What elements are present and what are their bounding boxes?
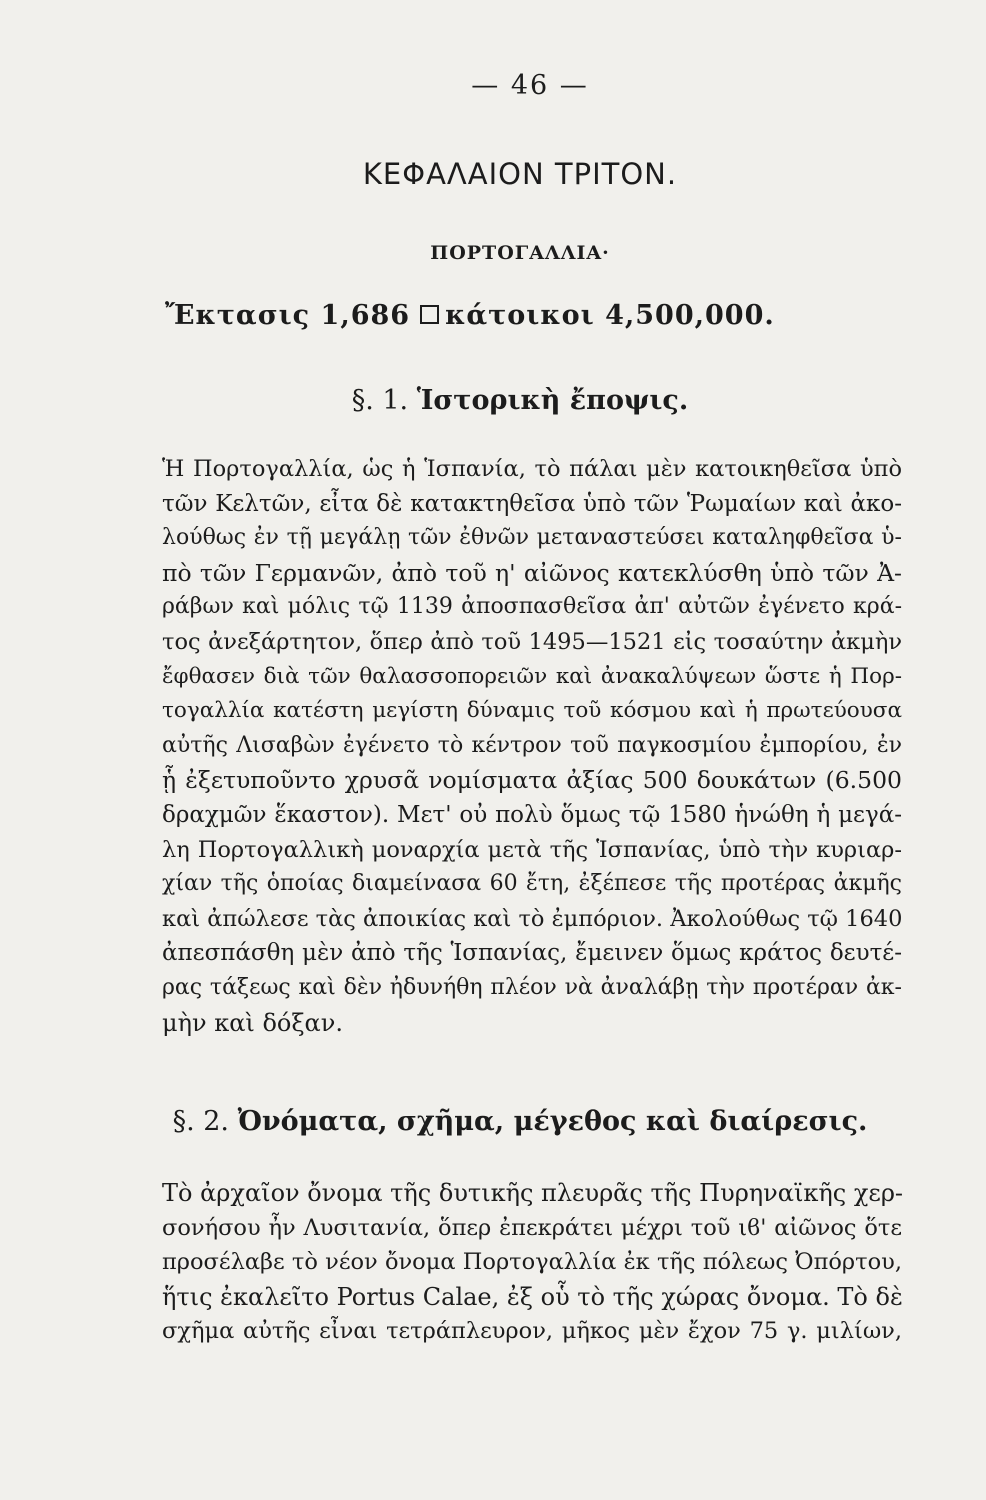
chapter-title: ΚΕΦΑΛΑΙΟΝ ΤΡΙΤΟΝ. [362, 157, 678, 191]
section-1-heading [0, 385, 986, 416]
text-line: μὴν καὶ δόξαν. [162, 1008, 343, 1037]
text-line: λη Πορτογαλλικὴ μοναρχία μετὰ τῆς Ἱσπανίας, ὑπὸ τὴν κυριαρ- [162, 836, 902, 863]
text-line: καὶ ἀπώλεσε τὰς ἀποικίας καὶ τὸ ἐμπόριον. Ἀκολούθως τῷ 1640 [162, 905, 903, 932]
square-miles-icon [420, 305, 439, 324]
text-line: αὐτῆς Λισαβὼν ἐγένετο τὸ κέντρον τοῦ παγκοσμίου ἐμπορίου, ἐν [162, 732, 902, 758]
text-line: Ἡ Πορτογαλλία, ὡς ἡ Ἱσπανία, τὸ πάλαι μὲν κατοικηθεῖσα ὑπὸ [162, 456, 902, 482]
text-line: ράβων καὶ μόλις τῷ 1139 ἀποσπασθεῖσα ἀπ' αὐτῶν ἐγένετο κρά- [162, 594, 902, 620]
paragraph-history [162, 452, 902, 1040]
text-line: ᾗ ἐξετυποῦντο χρυσᾶ νομίσματα ἀξίας 500 δουκάτων (6.500 [162, 766, 902, 795]
text-line: τῶν Κελτῶν, εἶτα δὲ κατακτηθεῖσα ὑπὸ τῶν Ῥωμαίων καὶ ἀκο- [162, 490, 902, 517]
text-line: λούθως ἐν τῇ μεγάλῃ τῶν ἐθνῶν μεταναστεύσει καταληφθεῖσα ὑ- [162, 525, 902, 551]
text-line: σονήσου ἦν Λυσιτανία, ὅπερ ἐπεκράτει μέχρι τοῦ ιϐ' αἰῶνος ὅτε [162, 1214, 902, 1241]
text-line: ἀπεσπάσθη μὲν ἀπὸ τῆς Ἱσπανίας, ἔμεινεν ὅμως κράτος δευτέ- [162, 940, 902, 967]
population-value: 4,500,000. [605, 300, 775, 331]
page-number: — 46 — [471, 70, 589, 101]
area-population-line [165, 300, 905, 331]
section-1-title: Ἱστορικὴ ἔποψις. [416, 385, 689, 416]
text-line: προσέλαβε τὸ νέον ὄνομα Πορτογαλλία ἐκ τῆς πόλεως Ὀπόρτου, [162, 1249, 902, 1276]
text-line: χίαν τῆς ὁποίας διαμείνασα 60 ἔτη, ἐξέπεσε τῆς προτέρας ἀκμῆς [162, 871, 902, 897]
text-line: τος ἀνεξάρτητον, ὅπερ ἀπὸ τοῦ 1495—1521 εἰς τοσαύτην ἀκμὴν [162, 628, 902, 655]
country-title: ΠΟΡΤΟΓΑΛΛΙΑ· [430, 242, 610, 264]
section-2-symbol: §. 2. [172, 1106, 229, 1137]
text-line: πὸ τῶν Γερμανῶν, ἀπὸ τοῦ η' αἰῶνος κατεκλύσθη ὑπὸ τῶν Ἀ- [162, 558, 902, 587]
text-line: ρας τάξεως καὶ δὲν ἠδυνήθη πλέον νὰ ἀναλάβῃ τὴν προτέραν ἀκ- [162, 974, 902, 1000]
section-2-title: Ὀνόματα, σχῆμα, μέγεθος καὶ διαίρεσις. [237, 1106, 868, 1137]
text-line: ἥτις ἐκαλεῖτο Portus Calae, ἐξ οὗ τὸ τῆς χώρας ὄνομα. Τὸ δὲ [162, 1282, 903, 1311]
text-line: Τὸ ἀρχαῖον ὄνομα τῆς δυτικῆς πλευρᾶς τῆς Πυρηναϊκῆς χερ- [162, 1179, 904, 1207]
text-line: σχῆμα αὐτῆς εἶναι τετράπλευρον, μῆκος μὲν ἔχον 75 γ. μιλίων, [162, 1318, 902, 1345]
area-label: Ἔκτασις [165, 300, 311, 331]
population-label: κάτοικοι [445, 300, 595, 331]
text-line: ἔφθασεν διὰ τῶν θαλασσοπορειῶν καὶ ἀνακαλύψεων ὥστε ἡ Πορ- [162, 663, 902, 689]
section-1-symbol: §. 1. [351, 385, 409, 416]
text-line: δραχμῶν ἕκαστον). Μετ' οὐ πολὺ ὅμως τῷ 1580 ἡνώθη ἡ μεγά- [162, 801, 902, 828]
text-line: τογαλλία κατέστη μεγίστη δύναμις τοῦ κόσμου καὶ ἡ πρωτεύουσα [162, 698, 902, 724]
paragraph-names-shape [162, 1176, 902, 1349]
section-2-heading [0, 1106, 986, 1137]
area-value: 1,686 [320, 300, 411, 331]
